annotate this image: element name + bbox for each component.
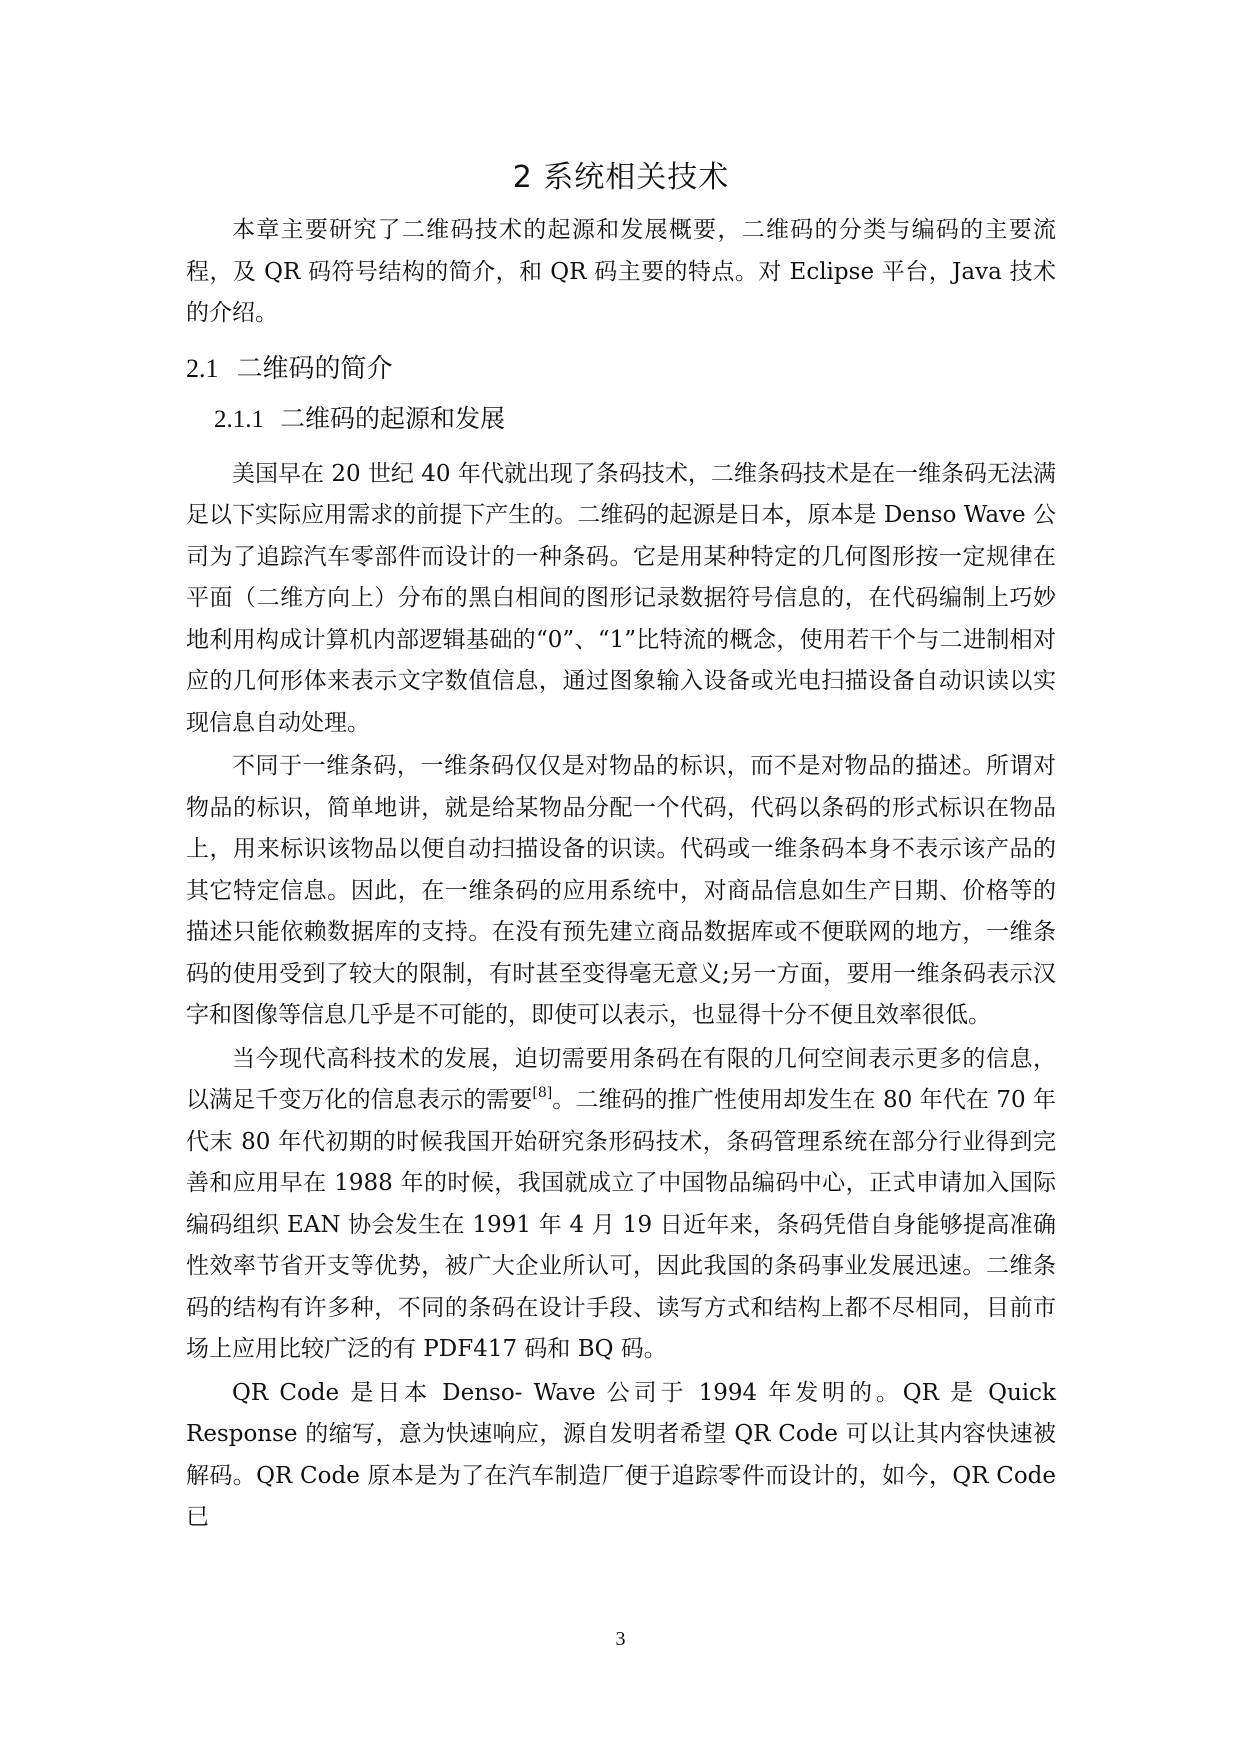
section-heading [186,349,1056,389]
body-paragraph-2: 不同于一维条码，一维条码仅仅是对物品的标识，而不是对物品的描述。所谓对物品的标识，简单地讲，就是给某物品分配一个代码，代码以条码的形式标识在物品上，用来标识该物品以便自动扫描设备的识读。代码或一维条码本身不表示该产品的其它特定信息。因此，在一维条码的应用系统中，对商品信息如生产日期、价格等的描述只能依赖数据库的支持。在没有预先建立商品数据库或不便联网的地方，一维条码的使用受到了较大的限制，有时甚至变得毫无意义;另一方面，要用一维条码表示汉字和图像等信息几乎是不可能的，即使可以表示，也显得十分不便且效率很低。 [186,753,1056,1028]
subsection-heading [214,399,1056,440]
subsection-number: 2.1.1 [214,405,264,433]
chapter-title: 2 系统相关技术 [512,160,730,195]
paragraph-3-text-a: 当今现代高科技术的发展，迫切需要用条码在有限的几何空间表示更多的信息，以满足千变万化的信息表示的需要 [186,1045,1056,1113]
subsection-title: 二维码的起源和发展 [280,403,506,433]
body-paragraph-3 [186,1039,1056,1371]
section-title: 二维码的简介 [236,353,393,384]
section-number: 2.1 [186,353,219,383]
body-paragraph-1: 美国早在 20 世纪 40 年代就出现了条码技术，二维条码技术是在一维条码无法满足以下实际应用需求的前提下产生的。二维码的起源是日本，原本是 Denso Wave 公司为了追踪汽车零部件而设计的一种条码。它是用某种特定的几何图形按一定规律在平面（二维方向上）分布的黑白相间的图形记录数据符号信息的，在代码编制上巧妙地利用构成计算机内部逻辑基础的“0”、“1”比特流的概念，使用若干个与二进制相对应的几何形体来表示文字数值信息，通过图象输入设备或光电扫描设备自动识读以实现信息自动处理。 [186,460,1056,736]
paragraph-3-text-b: 。二维码的推广性使用却发生在 80 年代在 70 年代末 80 年代初期的时候我国开始研究条形码技术，条码管理系统在部分行业得到完善和应用早在 1988 年的时候，我国就成立了中国物品编码中心，正式申请加入国际编码组织 EAN 协会发生在 1991 年 4 月 19 日近年来，条码凭借自身能够提高准确性效率节省开支等优势，被广大企业所认可，因此我国的条码事业发展迅速。二维条码的结构有许多种，不同的条码在设计手段、读写方式和结构上都不尽相同，目前市场上应用比较广泛的有 PDF417 码和 BQ 码。 [186,1087,1057,1362]
chapter-intro-paragraph: 本章主要研究了二维码技术的起源和发展概要，二维码的分类与编码的主要流程，及 QR 码符号结构的简介，和 QR 码主要的特点。对 Eclipse 平台，Java 技术的介绍。 [186,217,1056,326]
page-content [186,158,1056,1539]
citation-reference[interactable]: [8] [532,1085,553,1101]
page-number: 3 [615,1628,626,1650]
body-paragraph-4: QR Code 是日本 Denso- Wave 公司于 1994 年发明的。QR 是 Quick Response 的缩写，意为快速响应，源自发明者希望 QR Code 可以让其内容快速被解码。QR Code 原本是为了在汽车制造厂便于追踪零件而设计的，如今，QR Code 已 [186,1379,1056,1530]
